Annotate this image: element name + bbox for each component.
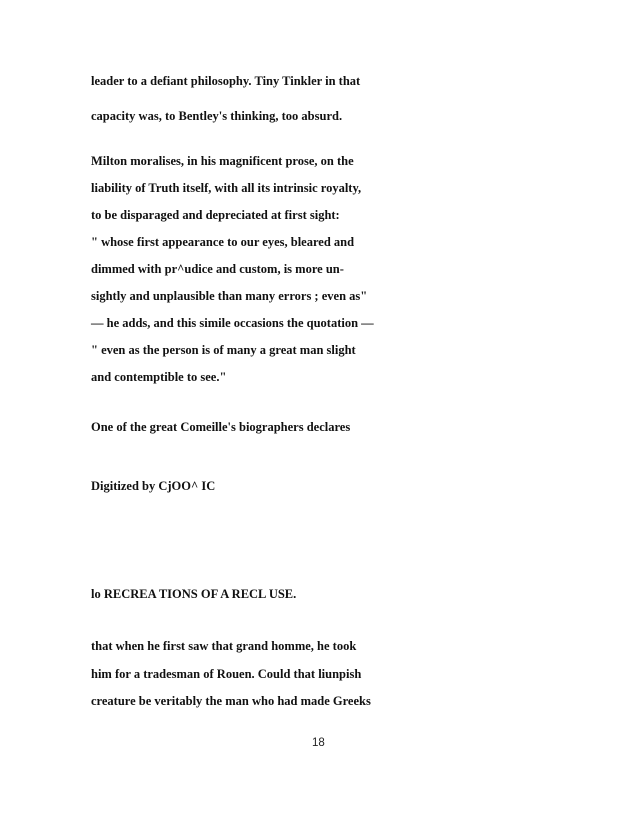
text-line: sightly and unplausible than many errors ; even as" xyxy=(91,289,368,303)
text-line: " whose first appearance to our eyes, bleared and xyxy=(91,235,355,249)
text-line: Milton moralises, in his magnificent prose, on the xyxy=(91,154,354,168)
text-line: to be disparaged and depreciated at first sight: xyxy=(91,208,340,222)
text-line: liability of Truth itself, with all its intrinsic royalty, xyxy=(91,181,362,195)
digitized-notice: Digitized by CjOO^ IC xyxy=(91,479,216,493)
text-line: leader to a defiant philosophy. Tiny Tinkler in that xyxy=(91,74,361,88)
text-line: capacity was, to Bentley's thinking, too absurd. xyxy=(91,109,343,123)
running-header: lo RECREA TIONS OF A RECL USE. xyxy=(91,587,297,601)
text-line: One of the great Comeille's biographers declares xyxy=(91,420,351,434)
text-line: creature be veritably the man who had made Greeks xyxy=(91,694,371,708)
text-line: him for a tradesman of Rouen. Could that liunpish xyxy=(91,667,362,681)
text-line: " even as the person is of many a great man slight xyxy=(91,343,356,357)
text-line: — he adds, and this simile occasions the quotation — xyxy=(91,316,374,330)
text-line: dimmed with pr^udice and custom, is more un- xyxy=(91,262,344,276)
text-line: and contemptible to see." xyxy=(91,370,227,384)
text-line: that when he first saw that grand homme, he took xyxy=(91,639,357,653)
page-number: 18 xyxy=(312,737,325,749)
